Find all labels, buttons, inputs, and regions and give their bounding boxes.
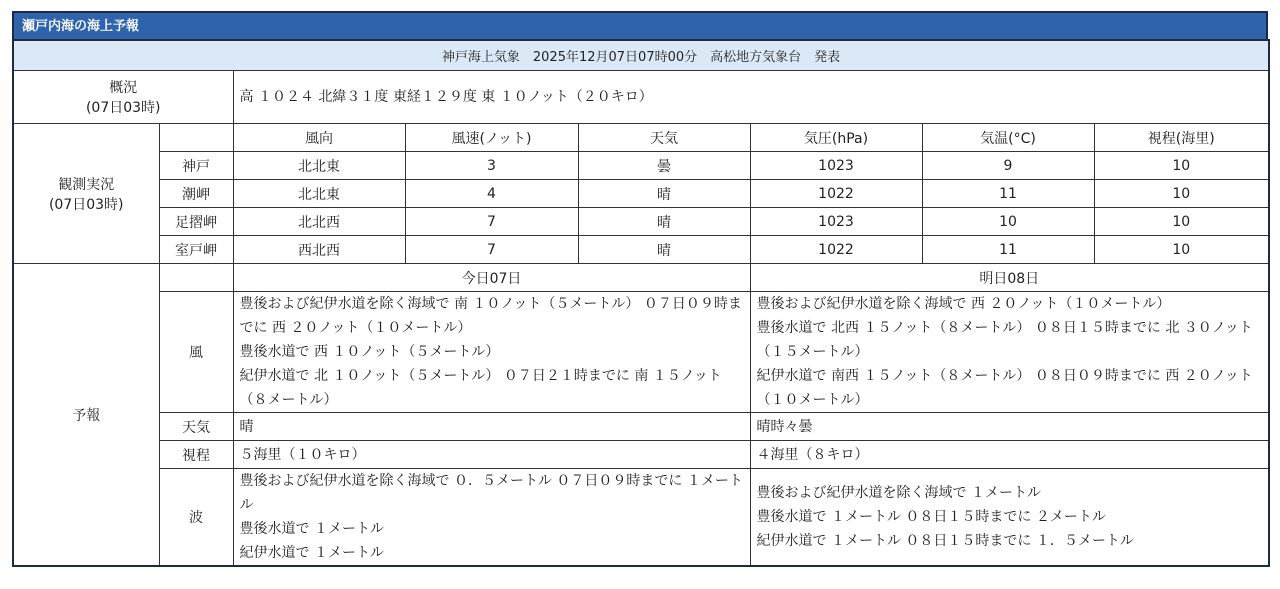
cell-weather: 晴 <box>578 236 750 264</box>
cell-pressure: 1023 <box>750 152 922 180</box>
header-weather: 天気 <box>578 124 750 152</box>
overview-label: 概況 (07日03時) <box>13 71 233 124</box>
header-pressure: 気圧(hPa) <box>750 124 922 152</box>
weather-day1: 晴 <box>233 413 750 441</box>
wind-day1: 豊後および紀伊水道を除く海域で 南 １０ノット（５メートル） ０７日０９時までに 西 ２０ノット（１０メートル） 豊後水道で 西 １０ノット（５メートル） 紀伊水道で 北 １０ノット（５メートル） ０７日２１時までに 南 １５ノット（８メートル） <box>233 292 750 413</box>
cell-wind-direction: 西北西 <box>233 236 405 264</box>
table-row <box>13 208 1269 236</box>
place-name: 室戸岬 <box>159 236 233 264</box>
cell-weather: 曇 <box>578 152 750 180</box>
forecast-panel <box>12 11 1268 567</box>
cell-wind-speed: 3 <box>405 152 578 180</box>
panel-title: 瀬戸内海の海上予報 <box>12 11 1268 39</box>
overview-text: 高 １０２４ 北緯３１度 東経１２９度 東 １０ノット（２０キロ） <box>233 71 1269 124</box>
observation-corner <box>159 124 233 152</box>
cell-visibility: 10 <box>1094 152 1269 180</box>
table-row <box>13 236 1269 264</box>
cell-wind-speed: 7 <box>405 208 578 236</box>
header-temperature: 気温(°C) <box>922 124 1094 152</box>
cell-visibility: 10 <box>1094 208 1269 236</box>
visibility-label: 視程 <box>159 441 233 469</box>
cell-wind-direction: 北北東 <box>233 180 405 208</box>
cell-visibility: 10 <box>1094 180 1269 208</box>
table-row <box>13 152 1269 180</box>
wave-label: 波 <box>159 469 233 567</box>
cell-visibility: 10 <box>1094 236 1269 264</box>
wind-day2: 豊後および紀伊水道を除く海域で 西 ２０ノット（１０メートル） 豊後水道で 北西 １５ノット（８メートル） ０８日１５時までに 北 ３０ノット（１５メートル） 紀伊水道で 南西 １５ノット（８メートル） ０８日０９時までに 西 ２０ノット（１０メートル） <box>750 292 1269 413</box>
header-visibility: 視程(海里) <box>1094 124 1269 152</box>
header-wind-speed: 風速(ノット) <box>405 124 578 152</box>
weather-label: 天気 <box>159 413 233 441</box>
forecast-table <box>12 39 1270 567</box>
forecast-corner <box>159 264 233 292</box>
cell-wind-speed: 7 <box>405 236 578 264</box>
place-name: 潮岬 <box>159 180 233 208</box>
forecast-day1-header: 今日07日 <box>233 264 750 292</box>
cell-wind-direction: 北北西 <box>233 208 405 236</box>
cell-pressure: 1022 <box>750 180 922 208</box>
table-row <box>13 180 1269 208</box>
cell-temperature: 11 <box>922 180 1094 208</box>
wind-label: 風 <box>159 292 233 413</box>
cell-weather: 晴 <box>578 208 750 236</box>
place-name: 神戸 <box>159 152 233 180</box>
forecast-day2-header: 明日08日 <box>750 264 1269 292</box>
header-wind-direction: 風向 <box>233 124 405 152</box>
weather-day2: 晴時々曇 <box>750 413 1269 441</box>
cell-wind-speed: 4 <box>405 180 578 208</box>
issued-line: 神戸海上気象 2025年12月07日07時00分 高松地方気象台 発表 <box>13 40 1269 71</box>
visibility-day1: ５海里（１０キロ） <box>233 441 750 469</box>
cell-temperature: 11 <box>922 236 1094 264</box>
cell-pressure: 1022 <box>750 236 922 264</box>
forecast-label: 予報 <box>13 264 159 567</box>
cell-pressure: 1023 <box>750 208 922 236</box>
wave-day2: 豊後および紀伊水道を除く海域で １メートル 豊後水道で １メートル ０８日１５時までに ２メートル 紀伊水道で １メートル ０８日１５時までに １．５メートル <box>750 469 1269 567</box>
wave-day1: 豊後および紀伊水道を除く海域で ０．５メートル ０７日０９時までに １メートル 豊後水道で １メートル 紀伊水道で １メートル <box>233 469 750 567</box>
cell-wind-direction: 北北東 <box>233 152 405 180</box>
visibility-day2: ４海里（８キロ） <box>750 441 1269 469</box>
place-name: 足摺岬 <box>159 208 233 236</box>
observation-label: 観測実況 (07日03時) <box>13 124 159 264</box>
cell-temperature: 10 <box>922 208 1094 236</box>
cell-temperature: 9 <box>922 152 1094 180</box>
cell-weather: 晴 <box>578 180 750 208</box>
